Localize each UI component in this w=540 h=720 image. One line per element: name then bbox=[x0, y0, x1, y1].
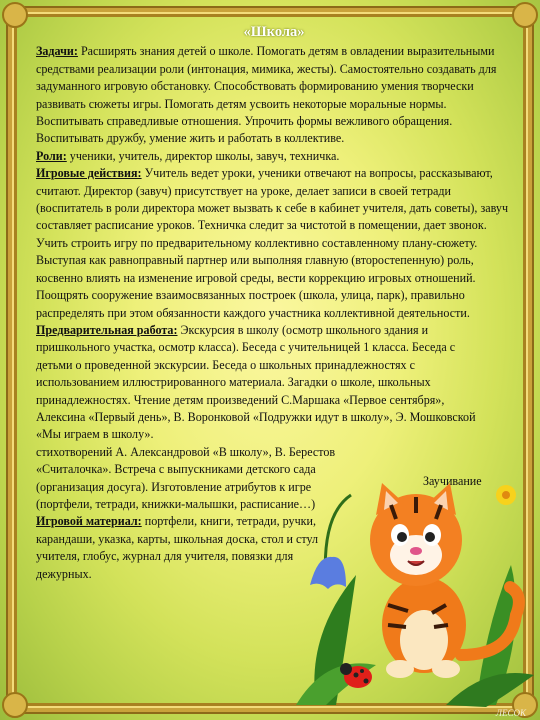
prep-text: Экскурсия в школу (осмотр школьного здания и пришкольного участка, осмотр класса). Беседа с учительницей 1 класса. Беседа с детьми о проведенной экскурсии. Беседа о школьных принадлежностях с использованием иллюстрированного материала. Загадки о школе, школьных принадлежностях. Чтение детям произведений С.Маршака «Первое сентября», Алексина «Первый день», В. Воронковой «Подружки идут в школу», Э. Мошковской «Мы играем в школу». bbox=[36, 322, 476, 442]
tiger-cub bbox=[370, 483, 519, 678]
page-title: «Школа» bbox=[243, 24, 305, 40]
prep-heading: Предварительная работа: bbox=[36, 322, 178, 337]
actions-heading: Игровые действия: bbox=[36, 166, 142, 181]
frame-corner-ornament bbox=[2, 692, 28, 718]
actions-paragraph bbox=[36, 165, 512, 322]
prep-paragraph bbox=[36, 322, 476, 444]
prep-continuation: стихотворений А. Александровой «В школу», В. Берестов «Считалочка». Встреча с выпускниками детского сада (организация досуга). Изготовление атрибутов к игре (портфели, тетради, книжки-малышки, расписание…) bbox=[36, 444, 336, 511]
tasks-heading: Задачи: bbox=[36, 44, 78, 59]
tasks-text: Расширять знания детей о школе. Помогать детям в овладении выразительными средствами реализации роли (интонация, мимика, жесты). Самостоятельно создавать для задуманного игровую обстановку. Способствовать формированию умения творчески развивать сюжеты игры. Помогать детям усвоить некоторые моральные нормы. Воспитывать справедливые отношения. Упрочить формы вежливого обращения. Воспитывать дружбу, умение жить и работать в коллективе. bbox=[36, 44, 497, 146]
frame-corner-ornament bbox=[512, 2, 538, 28]
prep-right-word: Заучивание bbox=[423, 474, 482, 488]
bluebell-flower bbox=[310, 495, 351, 589]
roles-text: ученики, учитель, директор школы, завуч, техничка. bbox=[66, 148, 340, 163]
tiger-cub-illustration bbox=[296, 455, 536, 710]
material-paragraph bbox=[36, 513, 336, 583]
signature-watermark: ЛЕСОК bbox=[495, 708, 526, 718]
material-text: портфели, книги, тетради, ручки, карандаши, указка, карты, школьная доска, стол и стул учителя, глобус, журнал для учителя, повязки для дежурных. bbox=[36, 514, 319, 581]
actions-text: Учитель ведет уроки, ученики отвечают на вопросы, рассказывают, считают. Директор (завуч) присутствует на уроке, делает записи в своей тетради (воспитатель в роли директора может вызвать к себе в кабинет учителя, дать советы), завуч составляет расписание уроков. Техничка следит за чистотой в помещении, дает звонок. Учить строить игру по предварительному коллективно составленному плану-сюжету. Выступая как равноправный партнер или выполняя главную (второстепенную) роль, косвенно влиять на изменение игровой среды, вести коррекцию игровых отношений. Поощрять сооружение взаимосвязанных построек (школа, улица, парк), правильно распределять при этом обязанности каждого участника коллективной деятельности. bbox=[36, 166, 509, 320]
yellow-flower bbox=[496, 485, 516, 505]
tasks-paragraph bbox=[36, 43, 512, 147]
material-heading: Игровой материал: bbox=[36, 514, 142, 529]
roles-paragraph bbox=[36, 148, 512, 165]
frame-corner-ornament bbox=[2, 2, 28, 28]
roles-heading: Роли: bbox=[36, 148, 67, 163]
